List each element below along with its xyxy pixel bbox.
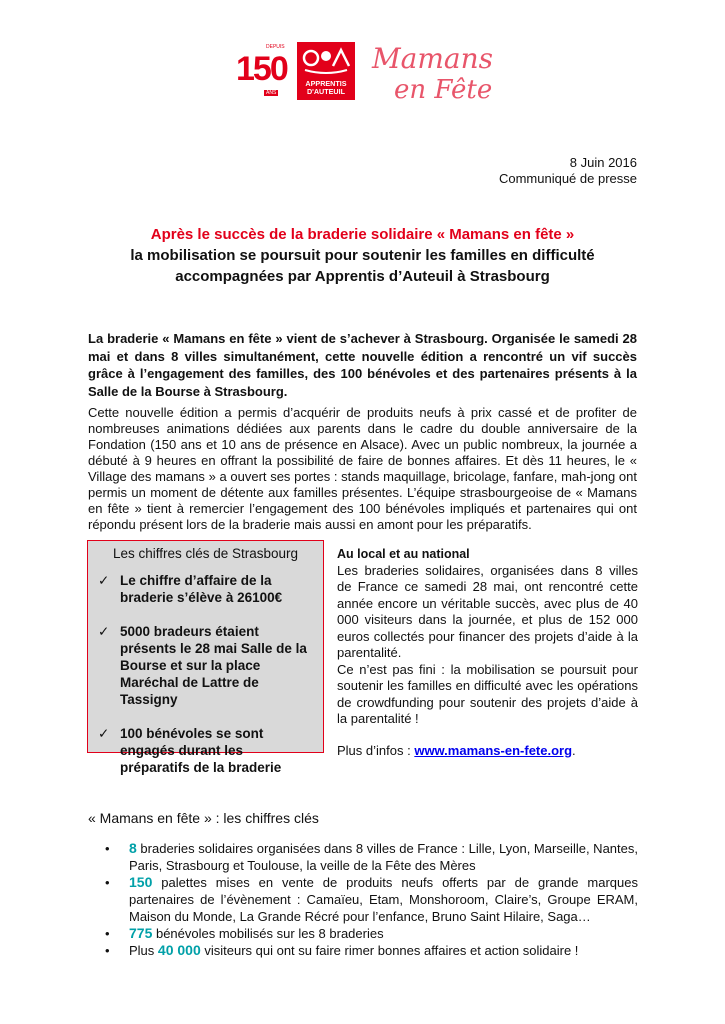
press-header [499,155,637,187]
item-number: 150 [129,874,153,890]
item-number: 40 000 [157,942,201,958]
key-figure-item [98,725,313,776]
checkmark-icon: ✓ [98,573,110,588]
bullet-icon: • [105,841,110,856]
key-figure-text: Le chiffre d’affaire de la braderie s’élève à 26100€ [120,573,283,605]
key-figures-box [87,540,324,775]
key-figures-title: Les chiffres clés de Strasbourg [112,546,299,561]
item-number: 775 [129,925,153,941]
title-line2: la mobilisation se poursuit pour soutenir les familles en difficulté [130,247,595,264]
item-text: visiteurs qui ont su faire rimer bonnes affaires et action solidaire ! [200,943,579,958]
checkmark-icon: ✓ [98,726,110,741]
item-prefix: Plus [129,943,158,958]
key-figure-text: 5000 bradeurs étaient présents le 28 mai Salle de la Bourse et sur la place Maréchal de Lattre de Tassigny [120,624,307,707]
logo-mamans-line2: en Fête [394,75,492,104]
press-date: 8 Juin 2016 [569,155,637,170]
item-number: 8 [129,840,137,856]
bullet-icon: • [105,943,110,958]
logo-ans-text: ANS [266,90,277,96]
title-line1: Après le succès de la braderie solidaire « Mamans en fête » [150,226,575,243]
logo-apprentis-line2: D'AUTEUIL [306,87,346,96]
anniversary-150-logo [236,44,288,100]
list-item [105,840,638,874]
local-title: Au local et au national [337,547,470,561]
more-info-prefix: Plus d’infos : [337,742,415,758]
more-info-suffix: . [572,742,576,758]
logo-mamans-line1: Mamans [372,42,492,75]
local-paragraph-2: Ce n’est pas fini : la mobilisation se poursuit pour soutenir les familles en difficulté avec les opérations de crowdfunding pour soutenir des projets d’aide à la parentalité ! [337,661,638,726]
website-link[interactable]: www.mamans-en-fete.org [414,742,573,758]
checkmark-icon: ✓ [98,624,110,639]
item-text: braderies solidaires organisées dans 8 villes de France : Lille, Lyon, Marseille, Nantes, Paris, Strasbourg et Toulouse, la veille de la Fête des Mères [129,841,638,873]
bullet-icon: • [105,875,110,890]
local-national-section [337,546,638,759]
key-figure-item [98,623,313,708]
more-info-line [337,743,638,760]
item-text: palettes mises en vente de produits neufs offerts par de grande marques partenaires de l’évènement : Camaïeu, Etam, Monshoroom, Claire’s, Groupe ERAM, Maison du Monde, La Grande Récré pour l’enfance, Bruno Saint Hilaire, Saga… [129,875,638,924]
bullet-icon: • [105,926,110,941]
title-line3: accompagnées par Apprentis d’Auteuil à Strasbourg [175,268,550,285]
page-title [88,224,637,287]
mamans-en-fete-logo [368,40,492,104]
logo-depuis-text: DEPUIS [266,44,285,50]
list-item [105,942,638,959]
list-item [105,925,638,942]
item-text: bénévoles mobilisés sur les 8 braderies [152,926,384,941]
logo-apprentis-line1: APPRENTIS [305,79,347,88]
apprentis-auteuil-logo [297,42,355,100]
local-paragraph-1: Les braderies solidaires, organisées dans 8 villes de France ce samedi 28 mai, ont rencontré cette année encore un véritable succès, avec plus de 40 000 visiteurs dans la journée, et plus de 152 000 euros collectés pour financer des projets d’aide à la parentalité. [337,562,638,660]
lead-paragraph: La braderie « Mamans en fête » vient de s’achever à Strasbourg. Organisée le samedi 28 mai et dans 8 villes simultanément, cette nouvelle édition a rencontré un vif succès grâce à l’engagement des familles, des 100 bénévoles et des partenaires présents à la Salle de la Bourse à Strasbourg. [88,331,637,399]
list-item [105,874,638,925]
section-key-figures-title: « Mamans en fête » : les chiffres clés [88,810,319,826]
body-paragraph: Cette nouvelle édition a permis d’acquérir de produits neufs à prix cassé et de profiter de nombreuses animations dédiées aux parents dans le cadre du double anniversaire de la Fondation (150 ans et 10 ans de présence en Alsace). Avec un public nombreux, la journée a débuté à 9 heures en offrant la possibilité de faire de bonnes affaires. Et dès 11 heures, le « Village des mamans » a ouvert ses portes : stands maquillage, bricolage, fanfare, mah-jong ont permis un moment de détente aux familles présentes. L’équipe strasbourgeoise de « Mamans en fête » tient à remercier l’engagement des 100 bénévoles impliqués et partenaires qui ont répondu présent lors de la braderie mais aussi en amont pour les préparatifs. [88,405,637,532]
key-figure-text: 100 bénévoles se sont engagés durant les préparatifs de la braderie [120,726,282,775]
apprentis-figures-icon [297,42,355,78]
logo-150-number: 150 [236,50,287,88]
key-figure-item [98,572,313,606]
press-doc-type: Communiqué de presse [498,171,637,186]
key-figures-list [105,840,638,959]
